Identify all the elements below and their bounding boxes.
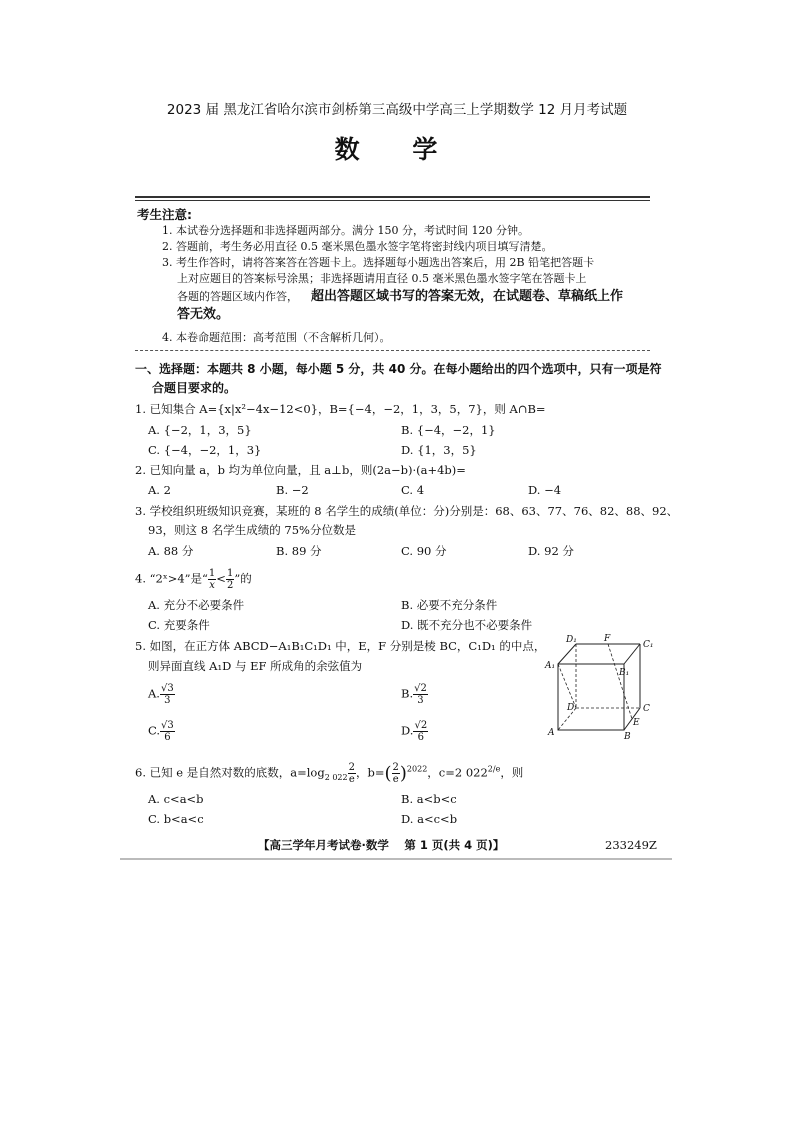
label-b1: B₁ bbox=[619, 668, 630, 678]
notice-line-3b: 上对应题目的答案标号涂黑；非选择题请用直径 0.5 毫米黑色墨水签字笔在答题卡上 bbox=[177, 272, 587, 285]
notice-line-3c: 各题的答题区域内作答， bbox=[177, 290, 298, 303]
question-6: 6. 已知 e 是自然对数的底数，$a=\log_{2 022}$ $\frac{2}{e}$ ，b=( $\frac{2}{e}$ )$^{2022}$，c=2 $022^{2/e}$，则 bbox=[135, 762, 524, 785]
q6-option-b: B. a<b<c bbox=[401, 792, 457, 806]
divider-thin bbox=[135, 200, 650, 201]
cube-figure bbox=[540, 632, 660, 744]
q2-option-b: B. −2 bbox=[276, 483, 309, 497]
notice-line-4: 4. 本卷命题范围：高考范围（不含解析几何）。 bbox=[162, 331, 391, 344]
question-3-cont: 93，则这 8 名学生成绩的 75%分位数是 bbox=[148, 523, 356, 537]
bottom-divider bbox=[120, 858, 672, 860]
section-heading-cont: 合题目要求的。 bbox=[152, 381, 237, 395]
page-footer: 【高三学年月考试卷·数学 第 1 页(共 4 页)】 bbox=[258, 838, 505, 852]
notice-emphasis-end: 答无效。 bbox=[177, 307, 230, 322]
cube-front-face bbox=[558, 664, 624, 730]
question-4: 4. “2ˣ>4”是“ $\frac{1}{x}$ < $\frac{1}{2}$ ”的 bbox=[135, 568, 252, 591]
q1-option-b: B. {−4，−2，1} bbox=[401, 423, 496, 437]
exam-title: 2023 届 黑龙江省哈尔滨市剑桥第三高级中学高三上学期数学 12 月月考试题 bbox=[166, 102, 628, 118]
q6-option-c: C. b<a<c bbox=[148, 812, 204, 826]
q3-option-c: C. 90 分 bbox=[401, 544, 447, 558]
q2-option-c: C. 4 bbox=[401, 483, 425, 497]
q5-option-c: C. $\frac{√3}{6}$ bbox=[148, 720, 174, 743]
question-3: 3. 学校组织班级知识竞赛，某班的 8 名学生的成绩(单位：分)分别是：68、63、77、76、82、88、92、 bbox=[135, 504, 679, 518]
fraction-1-over-x: $\frac{1}{x}$ bbox=[208, 568, 216, 591]
notice-line-3: 3. 考生作答时，请将答案答在答题卡上。选择题每小题选出答案后，用 2B 铅笔把答题卡 bbox=[162, 256, 595, 269]
question-2: 2. 已知向量 a，b 均为单位向量，且 a⊥b，则(2a−b)·(a+4b)= bbox=[135, 463, 466, 477]
question-5: 5. 如图，在正方体 ABCD−A₁B₁C₁D₁ 中，E，F 分别是棱 BC，C₁D₁ 的中点， bbox=[135, 639, 546, 653]
dashed-divider bbox=[135, 350, 650, 351]
q5-option-a: A. $\frac{√3}{3}$ bbox=[148, 683, 174, 706]
section-heading: 一、选择题：本题共 8 小题，每小题 5 分，共 40 分。在每小题给出的四个选项中，只有一项是符 bbox=[135, 362, 662, 376]
q4-option-b: B. 必要不充分条件 bbox=[401, 598, 498, 612]
notice-line-1: 1. 本试卷分选择题和非选择题两部分。满分 150 分，考试时间 120 分钟。 bbox=[162, 224, 529, 237]
q3-option-d: D. 92 分 bbox=[528, 544, 574, 558]
divider-thick bbox=[135, 196, 650, 198]
q5-option-b: B. $\frac{√2}{3}$ bbox=[401, 683, 427, 706]
q1-option-a: A. {−2，1，3，5} bbox=[148, 423, 252, 437]
q1-option-d: D. {1，3，5} bbox=[401, 443, 477, 457]
label-c1: C₁ bbox=[643, 640, 654, 650]
q2-option-a: A. 2 bbox=[148, 483, 171, 497]
label-a1: A₁ bbox=[545, 661, 556, 671]
q4-option-c: C. 充要条件 bbox=[148, 618, 210, 632]
q6-option-a: A. c<a<b bbox=[148, 792, 204, 806]
q3-option-b: B. 89 分 bbox=[276, 544, 322, 558]
q6-option-d: D. a<c<b bbox=[401, 812, 458, 826]
q5-option-d: D. $\frac{√2}{6}$ bbox=[401, 720, 428, 743]
q4-option-a: A. 充分不必要条件 bbox=[148, 598, 245, 612]
label-c: C bbox=[643, 704, 650, 714]
q4-option-d: D. 既不充分也不必要条件 bbox=[401, 618, 533, 632]
subject-heading: 数 学 bbox=[334, 135, 460, 164]
label-f: F bbox=[604, 634, 611, 644]
question-5-cont: 则异面直线 A₁D 与 EF 所成角的余弦值为 bbox=[148, 659, 363, 673]
notice-emphasis: 超出答题区域书写的答案无效，在试题卷、草稿纸上作 bbox=[311, 289, 624, 304]
label-d: D bbox=[567, 703, 575, 713]
notice-heading: 考生注意: bbox=[137, 207, 192, 222]
label-d1: D₁ bbox=[566, 635, 577, 645]
fraction-1-over-2: $\frac{1}{2}$ bbox=[226, 568, 234, 591]
label-a: A bbox=[548, 728, 555, 738]
label-e: E bbox=[633, 718, 640, 728]
label-b: B bbox=[624, 732, 631, 742]
q3-option-a: A. 88 分 bbox=[148, 544, 194, 558]
question-1: 1. 已知集合 A={x|x²−4x−12<0}，B={−4，−2，1，3，5，7}，则 A∩B= bbox=[135, 402, 546, 416]
notice-line-2: 2. 答题前，考生务必用直径 0.5 毫米黑色墨水签字笔将密封线内项目填写清楚。 bbox=[162, 240, 553, 253]
q2-option-d: D. −4 bbox=[528, 483, 562, 497]
exam-code: 233249Z bbox=[605, 838, 657, 852]
q1-option-c: C. {−4，−2，1，3} bbox=[148, 443, 262, 457]
